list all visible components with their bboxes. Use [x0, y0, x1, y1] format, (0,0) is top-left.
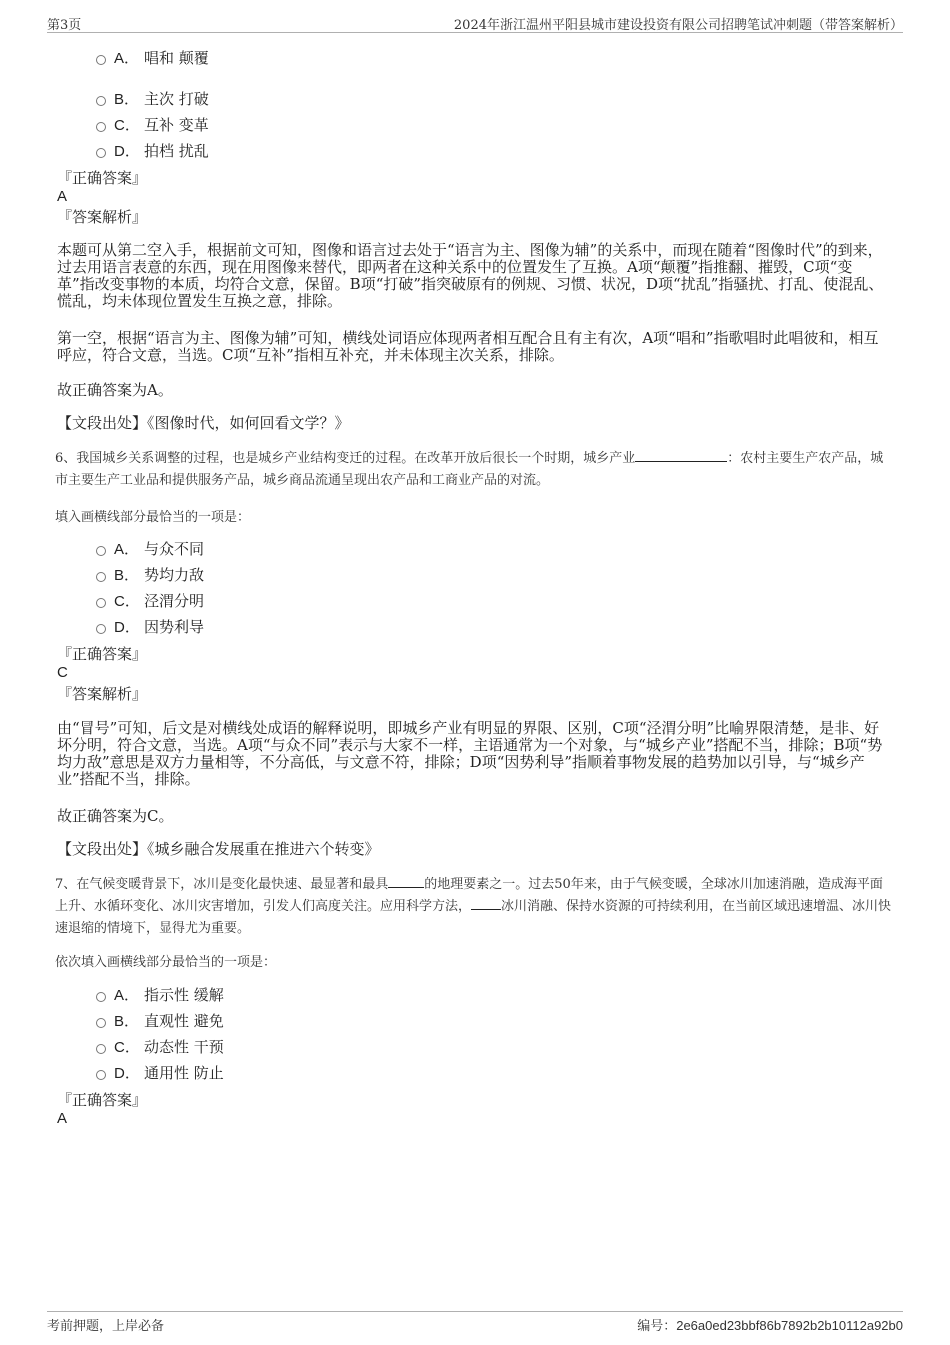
q5-option-b[interactable]: B． 主次 打破: [96, 89, 209, 109]
q7-option-c[interactable]: C． 动态性 干预: [96, 1037, 224, 1057]
footer-slogan: 考前押题，上岸必备: [47, 1319, 165, 1334]
analysis-paragraph: 第一空，根据“语言为主、图像为辅”可知，横线处词语应体现两者相互配合且有主有次，A项“唱和”指歌唱时此唱彼和，相互呼应，符合文意，当选。C项“互补”指相互补充，并未体现主次关系，排除。: [57, 329, 879, 364]
q5-option-a[interactable]: A． 唱和 颠覆: [96, 48, 209, 68]
analysis-paragraph: 本题可从第二空入手，根据前文可知，图像和语言过去处于“语言为主、图像为辅”的关系中，而现在随着“图像时代”的到来，过去用语言表意的东西，现在用图像来替代，即两者在这种关系中的位置发生了互换。A项“颠覆”指推翻、摧毁，C项“变革”指改变事物的本质，均符合文意，保留。B项“打破”指突破原有的例规、习惯、状况，D项“扰乱”指骚扰、打乱、使混乱、慌乱，均未体现位置发生互换之意，排除。: [57, 241, 884, 310]
source-citation: 【文段出处】《城乡融合发展重在推进六个转变》: [57, 840, 380, 858]
q6-stem: 6、我国城乡关系调整的过程，也是城乡产业结构变迁的过程。在改革开放后很长一个时期，城乡产业 ：农村主要生产农产品，城市主要生产工业品和提供服务产品，城乡商品流通呈现出农产品和工商业产品的对流。: [55, 451, 884, 488]
page-number: 第3页: [47, 18, 82, 33]
analysis-conclusion: 故正确答案为C。: [57, 807, 174, 825]
radio-icon[interactable]: [96, 1044, 106, 1054]
answer-label: 『正确答案』: [57, 645, 148, 663]
radio-icon[interactable]: [96, 572, 106, 582]
analysis-label: 『答案解析』: [57, 685, 148, 703]
fill-blank: [388, 875, 424, 888]
radio-icon[interactable]: [96, 546, 106, 556]
q6-option-c[interactable]: C． 泾渭分明: [96, 591, 204, 611]
radio-icon[interactable]: [96, 96, 106, 106]
radio-icon[interactable]: [96, 992, 106, 1002]
fill-blank: [471, 897, 501, 910]
radio-icon[interactable]: [96, 598, 106, 608]
q6-prompt: 填入画横线部分最恰当的一项是：: [55, 510, 251, 525]
q7-prompt: 依次填入画横线部分最恰当的一项是：: [55, 955, 277, 970]
page-footer: [47, 1311, 903, 1334]
answer-value: C: [57, 664, 68, 681]
q7-stem: 7、在气候变暖背景下，冰川是变化最快速、最显著和最具 的地理要素之一。过去50年来，由于气候变暖，全球冰川加速消融，造成海平面上升、水循环变化、冰川灾害增加，引发人们高度关注。应用科学方法， 冰川消融、保持水资源的可持续利用，在当前区域迅速增温、冰川快速退缩的情境下，显得尤为重要。: [55, 877, 892, 936]
q6-option-b[interactable]: B． 势均力敌: [96, 565, 204, 585]
answer-label: 『正确答案』: [57, 1091, 148, 1109]
answer-label: 『正确答案』: [57, 169, 148, 187]
q5-option-d[interactable]: D． 拍档 扰乱: [96, 141, 209, 161]
q7-option-a[interactable]: A． 指示性 缓解: [96, 985, 224, 1005]
fill-blank: [635, 449, 727, 462]
document-code: 编号：2e6a0ed23bbf86b7892b2b10112a92b0: [637, 1318, 903, 1334]
q7-option-d[interactable]: D． 通用性 防止: [96, 1063, 224, 1083]
q5-option-c[interactable]: C． 互补 变革: [96, 115, 209, 135]
radio-icon[interactable]: [96, 624, 106, 634]
radio-icon[interactable]: [96, 1070, 106, 1080]
analysis-label: 『答案解析』: [57, 208, 148, 226]
analysis-paragraph: 由“冒号”可知，后文是对横线处成语的解释说明，即城乡产业有明显的界限、区别，C项“泾渭分明”比喻界限清楚，是非、好坏分明，符合文意，当选。A项“与众不同”表示与大家不一样，主语通常为一个对象，与“城乡产业”搭配不当，排除；B项“势均力敌”意思是双方力量相等，不分高低，与文意不符，排除；D项“因势利导”指顺着事物发展的趋势加以引导，与“城乡产业”搭配不当，排除。: [57, 719, 883, 788]
q6-option-a[interactable]: A． 与众不同: [96, 539, 204, 559]
document-title: 2024年浙江温州平阳县城市建设投资有限公司招聘笔试冲刺题（带答案解析）: [453, 18, 903, 33]
radio-icon[interactable]: [96, 55, 106, 65]
radio-icon[interactable]: [96, 122, 106, 132]
source-citation: 【文段出处】《图像时代，如何回看文学？》: [57, 414, 350, 432]
answer-value: A: [57, 1110, 68, 1127]
answer-value: A: [57, 188, 68, 205]
analysis-conclusion: 故正确答案为A。: [57, 381, 173, 399]
q7-option-b[interactable]: B． 直观性 避免: [96, 1011, 224, 1031]
q6-option-d[interactable]: D． 因势利导: [96, 617, 204, 637]
radio-icon[interactable]: [96, 1018, 106, 1028]
page-header: [47, 14, 903, 33]
radio-icon[interactable]: [96, 148, 106, 158]
